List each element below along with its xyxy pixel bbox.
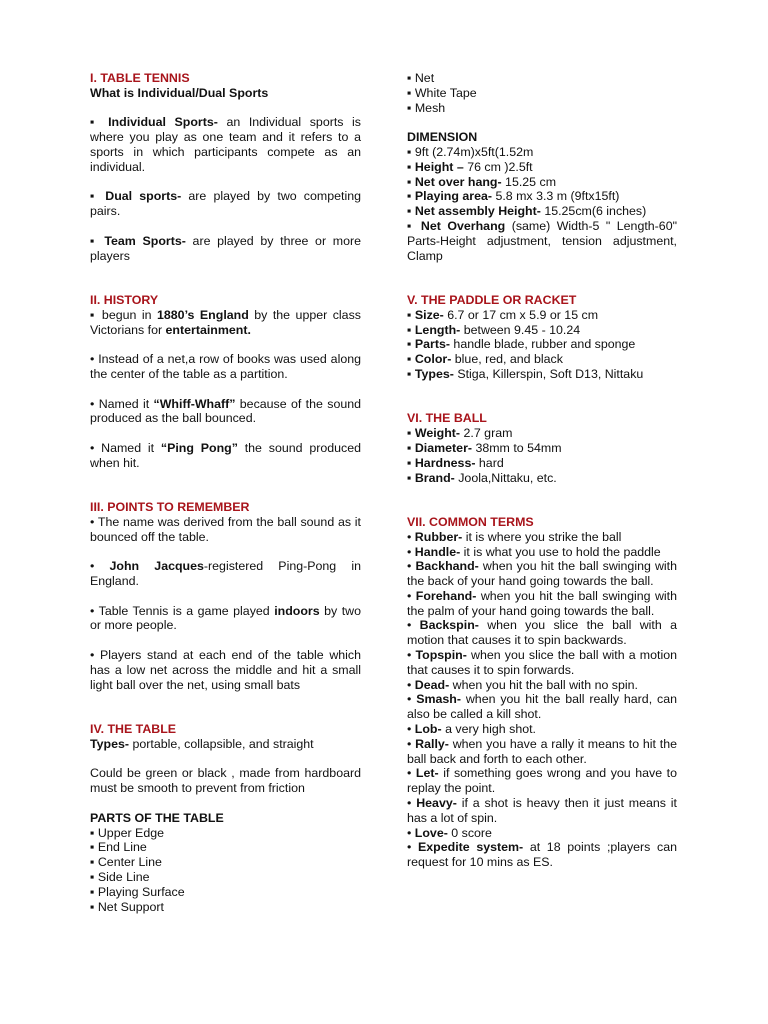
- bullet: ▪: [90, 307, 97, 322]
- bullet: ▪: [407, 189, 412, 204]
- text: when you hit the ball really hard, can also be called a kill shot.: [407, 692, 677, 722]
- definition-text: are played by two competing pairs.: [90, 189, 361, 219]
- text: Players stand at each end of the table which has a low net across the middle and hit a small light ball over the net, using small bats: [90, 648, 361, 692]
- term-item: [407, 618, 677, 648]
- text: by the upper class Victorians for: [90, 307, 361, 337]
- dimension-heading: DIMENSION: [407, 130, 478, 145]
- term-item: [407, 678, 677, 693]
- dimension-item: [407, 219, 677, 263]
- part-item: [90, 855, 361, 870]
- text: White Tape: [414, 85, 477, 100]
- text: Upper Edge: [97, 825, 164, 840]
- ball-item: [407, 471, 677, 486]
- text: Table Tennis is a game played: [94, 603, 275, 618]
- text: when you slice the ball with a motion that causes it to spin backwards.: [407, 618, 677, 648]
- term: Color-: [414, 352, 452, 367]
- bullet: ▪: [407, 204, 412, 219]
- bullet: •: [407, 766, 412, 781]
- term: Individual Sports-: [108, 115, 218, 130]
- term: Size-: [414, 307, 444, 322]
- term: Handle-: [414, 544, 461, 559]
- text: 6.7 or 17 cm x 5.9 or 15 cm: [443, 307, 599, 322]
- bullet: •: [407, 544, 412, 559]
- text: hard: [475, 455, 504, 470]
- term-item: [407, 589, 677, 619]
- left-column: [90, 71, 361, 914]
- text: if something goes wrong and you have to replay the point.: [407, 766, 677, 796]
- part-item: [90, 826, 361, 841]
- text: Named it: [94, 440, 161, 455]
- bullet: ▪: [407, 100, 412, 115]
- part-item: [90, 885, 361, 900]
- text: (same) Width-5 " Length-60" Parts-Height adjustment, tension adjustment, Clamp: [407, 218, 677, 263]
- history-item-2: [90, 352, 361, 382]
- term: Rubber-: [414, 529, 463, 544]
- text: 76 cm )2.5ft: [463, 159, 533, 174]
- text: portable, collapsible, and straight: [129, 736, 314, 751]
- term-item: [407, 559, 677, 589]
- section-heading-paddle: V. THE PADDLE OR RACKET: [407, 292, 577, 307]
- text: Playing Surface: [97, 884, 185, 899]
- bullet: ▪: [90, 115, 100, 130]
- bullet: ▪: [90, 189, 99, 204]
- term: Forehand-: [415, 588, 477, 603]
- bullet: •: [90, 352, 95, 367]
- paddle-item: [407, 367, 677, 382]
- bullet: •: [90, 559, 95, 574]
- term-item: [407, 737, 677, 767]
- bullet: •: [90, 514, 95, 529]
- text: when you hit the ball with no spin.: [449, 677, 638, 692]
- term: Heavy-: [416, 796, 457, 811]
- term: Dead-: [414, 677, 450, 692]
- bullet: ▪: [407, 71, 412, 85]
- term: Hardness-: [414, 455, 476, 470]
- definition-text: an Individual sports is where you play as one team and it refers to a sports in which participants compete as an individual.: [90, 115, 362, 174]
- bullet: •: [90, 396, 95, 411]
- term: Net Overhang: [420, 218, 506, 233]
- text: by two or more people.: [90, 603, 361, 633]
- term: Diameter-: [414, 440, 473, 455]
- text: Joola,Nittaku, etc.: [454, 470, 557, 485]
- definition-individual: [90, 115, 361, 174]
- bullet: ▪: [407, 307, 412, 322]
- bullet: •: [407, 840, 412, 855]
- points-item-4: [90, 648, 361, 692]
- bullet: •: [407, 677, 412, 692]
- term: Team Sports-: [104, 233, 186, 248]
- bullet: ▪: [407, 218, 415, 233]
- term: Rally-: [415, 736, 449, 751]
- text: The name was derived from the ball sound as it bounced off the table.: [90, 514, 361, 544]
- bullet: ▪: [407, 426, 412, 441]
- term: Types-: [414, 366, 454, 381]
- term: Backspin-: [419, 618, 479, 633]
- bullet: ▪: [90, 855, 95, 870]
- term: Dual sports-: [105, 189, 182, 204]
- paddle-item: [407, 308, 677, 323]
- bullet: ▪: [407, 174, 412, 189]
- history-item-4: [90, 441, 361, 471]
- term: Length-: [414, 322, 461, 337]
- bullet: •: [407, 618, 412, 633]
- text: it is what you use to hold the paddle: [460, 544, 661, 559]
- text: at 18 points ;players can request for 10 mins as ES.: [407, 840, 677, 870]
- dimension-item: [407, 160, 677, 175]
- text: when you hit the ball swinging with the back of your hand going towards the ball.: [407, 559, 677, 589]
- term: Let-: [415, 766, 439, 781]
- term: Lob-: [414, 722, 442, 737]
- section-heading-ball: VI. THE BALL: [407, 411, 487, 426]
- term: Net assembly Height-: [414, 204, 541, 219]
- bullet: •: [407, 736, 412, 751]
- bullet: •: [90, 603, 95, 618]
- bullet: ▪: [90, 840, 95, 855]
- bullet: •: [90, 648, 95, 663]
- bullet: ▪: [90, 233, 98, 248]
- text: 2.7 gram: [460, 426, 513, 441]
- section-heading-terms: VII. COMMON TERMS: [407, 514, 534, 529]
- term-item: [407, 692, 677, 722]
- text: Side Line: [97, 870, 150, 885]
- term: Brand-: [414, 470, 455, 485]
- emphasis: 1880’s England: [157, 307, 249, 322]
- bullet: ▪: [90, 899, 95, 914]
- right-column: [407, 71, 677, 870]
- dimension-item: [407, 204, 677, 219]
- part-item: [90, 900, 361, 915]
- section-heading-history: II. HISTORY: [90, 292, 159, 307]
- term: Playing area-: [414, 189, 492, 204]
- text: Instead of a net,a row of books was used along the center of the table as a partition.: [90, 352, 361, 381]
- text: it is where you strike the ball: [462, 529, 622, 544]
- bullet: ▪: [407, 159, 412, 174]
- bullet: •: [407, 529, 412, 544]
- bullet: ▪: [407, 85, 412, 100]
- points-item-1: [90, 515, 361, 545]
- definition-team: [90, 234, 361, 264]
- text: Net: [414, 71, 435, 85]
- term-item: [407, 648, 677, 678]
- ball-item: [407, 426, 677, 441]
- bullet: ▪: [90, 870, 95, 885]
- text: 5.8 mx 3.3 m (9ftx15ft): [492, 189, 620, 204]
- term: Smash-: [416, 692, 461, 707]
- bullet: ▪: [90, 825, 95, 840]
- text: Named it: [94, 396, 154, 411]
- part-item: [407, 86, 677, 101]
- paddle-item: [407, 337, 677, 352]
- emphasis: entertainment.: [165, 322, 251, 337]
- text: 0 score: [447, 825, 492, 840]
- definition-dual: [90, 189, 361, 219]
- term-item: [407, 796, 677, 826]
- section-heading-table-tennis: I. TABLE TENNIS: [90, 71, 190, 85]
- text: 15.25cm(6 inches): [540, 204, 647, 219]
- bullet: •: [407, 722, 412, 737]
- text: 38mm to 54mm: [472, 440, 562, 455]
- bullet: ▪: [407, 455, 412, 470]
- text: Center Line: [97, 855, 162, 870]
- term-item: [407, 766, 677, 796]
- text: 9ft (2.74m)x5ft(1.52m: [414, 144, 534, 159]
- bullet: ▪: [407, 337, 412, 352]
- history-item-3: [90, 397, 361, 427]
- emphasis: John Jacques: [94, 559, 204, 574]
- bullet: ▪: [407, 322, 412, 337]
- points-item-2: [90, 559, 361, 589]
- text: the sound produced when hit.: [90, 440, 361, 470]
- paddle-item: [407, 352, 677, 367]
- bullet: •: [90, 440, 95, 455]
- emphasis: indoors: [274, 603, 320, 618]
- term-item: [407, 545, 677, 560]
- table-types: [90, 737, 361, 752]
- text: 15.25 cm: [501, 174, 557, 189]
- emphasis: “Ping Pong”: [160, 440, 238, 455]
- text: begun in: [96, 307, 157, 322]
- part-item: [90, 840, 361, 855]
- bullet: •: [407, 648, 412, 663]
- part-item: [90, 870, 361, 885]
- text: Stiga, Killerspin, Soft D13, Nittaku: [453, 366, 644, 381]
- term-item: [407, 840, 677, 870]
- term-item: [407, 530, 677, 545]
- bullet: •: [407, 692, 412, 707]
- bullet: ▪: [407, 366, 412, 381]
- dimension-item: [407, 175, 677, 190]
- text: if a shot is heavy then it just means it has a lot of spin.: [407, 796, 677, 825]
- history-item-1: [90, 308, 361, 338]
- term: Backhand-: [415, 559, 479, 574]
- text: because of the sound produced as the ball bounced.: [90, 396, 362, 426]
- term: Net over hang-: [414, 174, 502, 189]
- text: handle blade, rubber and sponge: [449, 337, 636, 352]
- section-subheading: What is Individual/Dual Sports: [90, 85, 269, 100]
- dimension-item: [407, 145, 677, 160]
- term: Types-: [90, 736, 130, 751]
- part-item: [407, 101, 677, 116]
- text: End Line: [97, 840, 147, 855]
- text: a very high shot.: [441, 722, 536, 737]
- text: when you hit the ball swinging with the palm of your hand going towards the ball.: [407, 588, 677, 618]
- term: Height –: [414, 159, 464, 174]
- text: when you slice the ball with a motion that causes it to spin forwards.: [407, 648, 677, 677]
- ball-item: [407, 456, 677, 471]
- bullet: •: [407, 796, 412, 811]
- paddle-item: [407, 323, 677, 338]
- ball-item: [407, 441, 677, 456]
- term: Weight-: [414, 426, 461, 441]
- term-item: [407, 826, 677, 841]
- parts-heading: PARTS OF THE TABLE: [90, 810, 224, 825]
- term-item: [407, 722, 677, 737]
- bullet: ▪: [90, 884, 95, 899]
- bullet: ▪: [407, 352, 412, 367]
- emphasis: “Whiff-Whaff”: [153, 396, 236, 411]
- bullet: •: [407, 588, 412, 603]
- term: Love-: [414, 825, 448, 840]
- text: -registered Ping-Pong in England.: [90, 559, 361, 589]
- term: Topspin-: [415, 648, 467, 663]
- bullet: ▪: [407, 470, 412, 485]
- bullet: •: [407, 825, 412, 840]
- dimension-item: [407, 189, 677, 204]
- term: Parts-: [414, 337, 450, 352]
- term: Expedite system-: [418, 840, 524, 855]
- section-heading-points: III. POINTS TO REMEMBER: [90, 500, 250, 515]
- text: blue, red, and black: [451, 352, 563, 367]
- points-item-3: [90, 604, 361, 634]
- section-heading-table: IV. THE TABLE: [90, 722, 177, 737]
- part-item: [407, 71, 677, 86]
- definition-text: are played by three or more players: [90, 233, 361, 263]
- text: when you have a rally it means to hit the ball back and forth to each other.: [407, 736, 677, 766]
- bullet: •: [407, 559, 412, 574]
- text: Mesh: [414, 100, 446, 115]
- bullet: ▪: [407, 144, 412, 159]
- bullet: ▪: [407, 440, 412, 455]
- table-color-text: Could be green or black , made from hardboard must be smooth to prevent from friction: [90, 766, 361, 796]
- text: between 9.45 - 10.24: [460, 322, 581, 337]
- text: Net Support: [97, 899, 164, 914]
